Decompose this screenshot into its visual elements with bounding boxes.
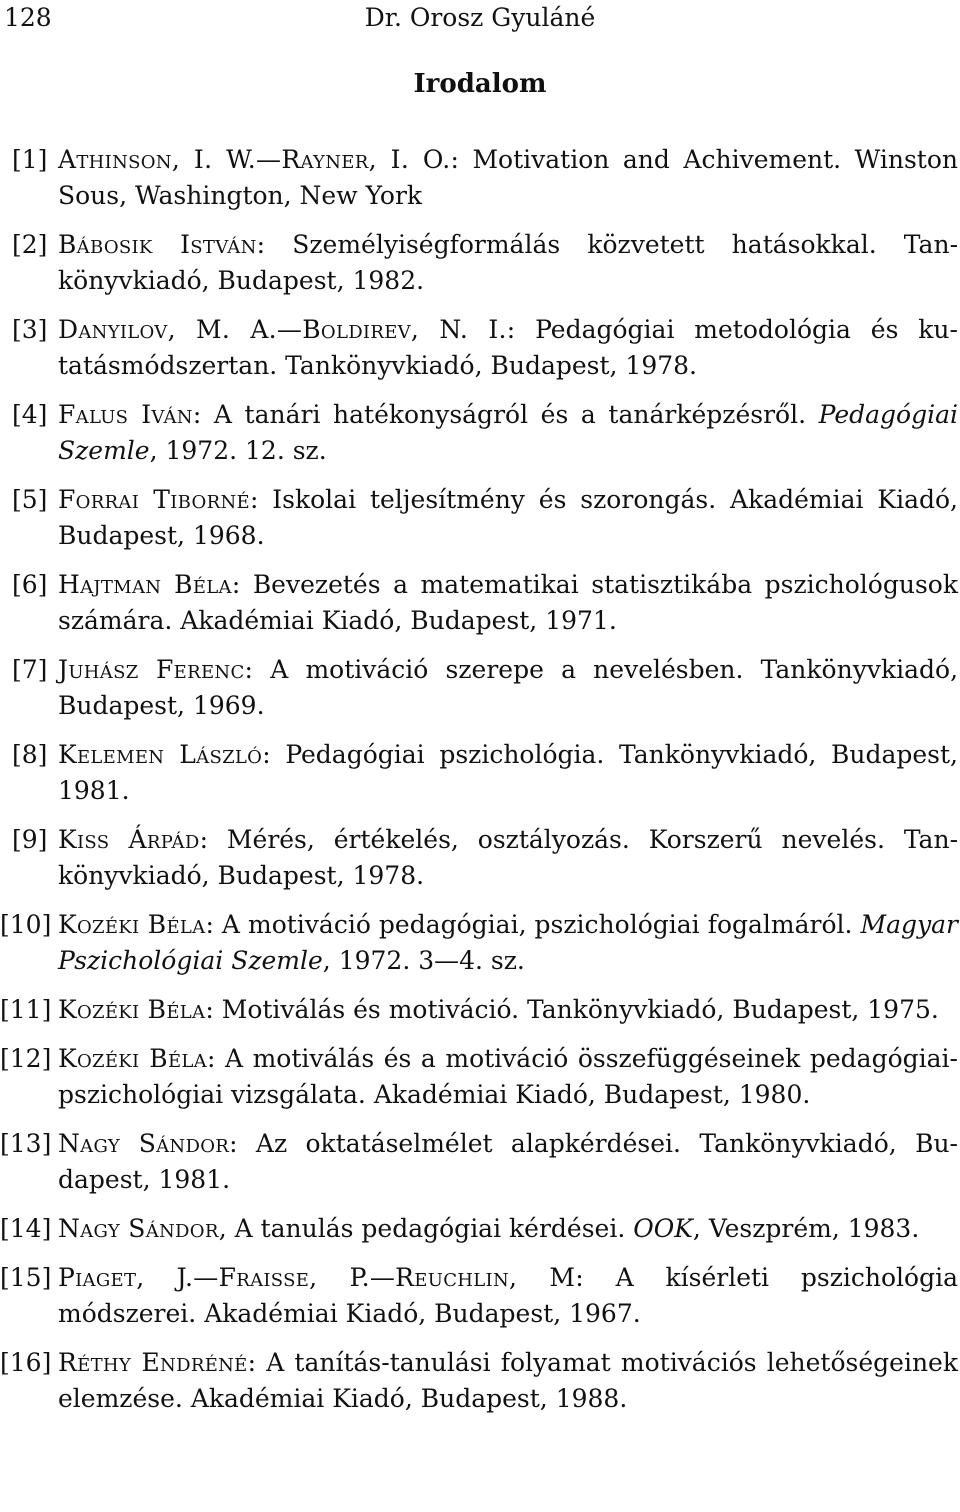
- reference-item: [0, 567, 958, 639]
- reference-text: A tanári hatékonyságról és a tanárképzésről.: [213, 400, 819, 429]
- reference-text: Bevezetés a matematikai statisztikába pszichológusok számára. Akadémiai Kiadó, Budapest, 1971.: [58, 570, 958, 635]
- reference-text: A motiváció szerepe a nevelésben. Tankönyvkiadó, Budapest, 1969.: [58, 655, 959, 720]
- reference-text: A tanítás-tanulási folyamat motivációs lehetőségeinek elemzése. Akadémiai Kiadó, Budapest, 1988.: [58, 1348, 958, 1413]
- reference-authors: Forrai Tiborné: [58, 485, 250, 514]
- reference-authors: Juhász Ferenc: [58, 655, 245, 684]
- reference-text: Motiválás és motiváció. Tankönyvkiadó, Budapest, 1975.: [221, 995, 939, 1024]
- reference-separator: :: [229, 1129, 256, 1158]
- reference-authors: Kelemen László: [58, 740, 263, 769]
- reference-authors: Falus Iván: [58, 400, 193, 429]
- page-header: [0, 0, 960, 40]
- reference-number: [12]: [0, 1044, 52, 1073]
- page-number: 128: [4, 3, 52, 32]
- reference-separator: :: [249, 485, 273, 514]
- reference-authors: Athinson, I. W.—Rayner, I. O.: [58, 145, 451, 174]
- reference-number: [5]: [12, 485, 48, 514]
- reference-item: [0, 1260, 958, 1332]
- reference-text: Pedagógiai pszichológia. Tankönyvkiadó, Budapest, 1981.: [58, 740, 959, 805]
- reference-number: [15]: [0, 1263, 52, 1292]
- reference-authors: Kiss Árpád: [58, 825, 200, 854]
- reference-item: [0, 992, 958, 1028]
- reference-item: [0, 1345, 958, 1417]
- reference-authors: Kozéki Béla: [58, 910, 206, 939]
- reference-separator: :: [256, 230, 293, 259]
- reference-item: [0, 482, 958, 554]
- reference-separator: :: [262, 740, 286, 769]
- reference-number: [10]: [0, 910, 52, 939]
- reference-item: [0, 397, 958, 469]
- reference-separator: :: [575, 1263, 616, 1292]
- reference-item: [0, 822, 958, 894]
- reference-number: [13]: [0, 1129, 52, 1158]
- reference-text: Mérés, értékelés, osztályozás. Korszerű nevelés. Tankönyvkiadó, Budapest, 1978.: [58, 825, 959, 890]
- reference-number: [4]: [12, 400, 48, 429]
- reference-authors: Hajtman Béla: [58, 570, 232, 599]
- reference-separator: :: [205, 910, 222, 939]
- reference-separator: :: [231, 570, 253, 599]
- reference-number: [2]: [12, 230, 48, 259]
- reference-text: Motivation and Achivement. Winston Sous, Washington, New York: [58, 145, 958, 210]
- reference-separator: :: [506, 315, 536, 344]
- reference-number: [1]: [12, 145, 48, 174]
- reference-separator: :: [247, 1348, 267, 1377]
- reference-authors: Nagy Sándor: [58, 1129, 230, 1158]
- reference-text: A kísérleti pszichológia módszerei. Akadémiai Kiadó, Budapest, 1967.: [58, 1263, 958, 1328]
- reference-separator: :: [205, 995, 222, 1024]
- reference-authors: Nagy Sándor: [58, 1214, 219, 1243]
- reference-journal: Pedagógiai Szemle: [58, 400, 958, 465]
- reference-number: [7]: [12, 655, 48, 684]
- reference-issue: , 1972. 12. sz.: [149, 436, 327, 465]
- reference-text: Személyiségformálás közvetett hatásokkal. Tankönyvkiadó, Budapest, 1982.: [58, 230, 959, 295]
- reference-number: [9]: [12, 825, 48, 854]
- reference-separator: :: [199, 825, 227, 854]
- reference-publisher: OOK: [633, 1214, 693, 1243]
- reference-issue: , 1972. 3—4. sz.: [322, 946, 525, 975]
- reference-authors: Kozéki Béla: [58, 1044, 207, 1073]
- reference-item: [0, 1211, 958, 1247]
- reference-number: [3]: [12, 315, 48, 344]
- reference-separator: :: [206, 1044, 225, 1073]
- running-head: Dr. Orosz Gyuláné: [364, 3, 596, 32]
- reference-authors: Kozéki Béla: [58, 995, 206, 1024]
- reference-text: A tanulás pedagógiai kérdései.: [234, 1214, 634, 1243]
- reference-authors: Danyilov, M. A.—Boldirev, N. I.: [58, 315, 507, 344]
- reference-number: [8]: [12, 740, 48, 769]
- reference-item: [0, 737, 958, 809]
- reference-text: Az oktatáselmélet alapkérdései. Tankönyvkiadó, Budapest, 1981.: [58, 1129, 958, 1194]
- reference-item: [0, 142, 958, 214]
- reference-item: [0, 312, 958, 384]
- reference-item: [0, 907, 958, 979]
- reference-number: [11]: [0, 995, 52, 1024]
- reference-text: Pedagógiai metodológia és kutatásmódszertan. Tankönyvkiadó, Budapest, 1978.: [58, 315, 958, 380]
- reference-list: [0, 142, 958, 1430]
- reference-journal: Magyar Pszichológiai Szemle: [58, 910, 958, 975]
- reference-separator: ,: [218, 1214, 235, 1243]
- reference-item: [0, 1041, 958, 1113]
- reference-authors: Piaget, J.—Fraisse, P.—Reuchlin, M: [58, 1263, 576, 1292]
- reference-separator: :: [192, 400, 214, 429]
- reference-number: [6]: [12, 570, 48, 599]
- reference-authors: Bábosik István: [58, 230, 257, 259]
- reference-number: [14]: [0, 1214, 52, 1243]
- reference-separator: :: [450, 145, 473, 174]
- section-title: Irodalom: [413, 69, 547, 99]
- reference-text: Iskolai teljesítmény és szorongás. Akadémiai Kiadó, Budapest, 1968.: [58, 485, 958, 550]
- reference-text: A motiváció pedagógiai, pszichológiai fogalmáról.: [221, 910, 861, 939]
- reference-authors: Réthy Endréné: [58, 1348, 248, 1377]
- reference-place-year: , Veszprém, 1983.: [692, 1214, 920, 1243]
- reference-number: [16]: [0, 1348, 52, 1377]
- reference-text: A motiválás és a motiváció összefüggéseinek pedagógiai-pszichológiai vizsgálata. Akadémiai Kiadó, Budapest, 1980.: [58, 1044, 958, 1109]
- reference-item: [0, 1126, 958, 1198]
- reference-item: [0, 227, 958, 299]
- reference-separator: :: [244, 655, 271, 684]
- reference-item: [0, 652, 958, 724]
